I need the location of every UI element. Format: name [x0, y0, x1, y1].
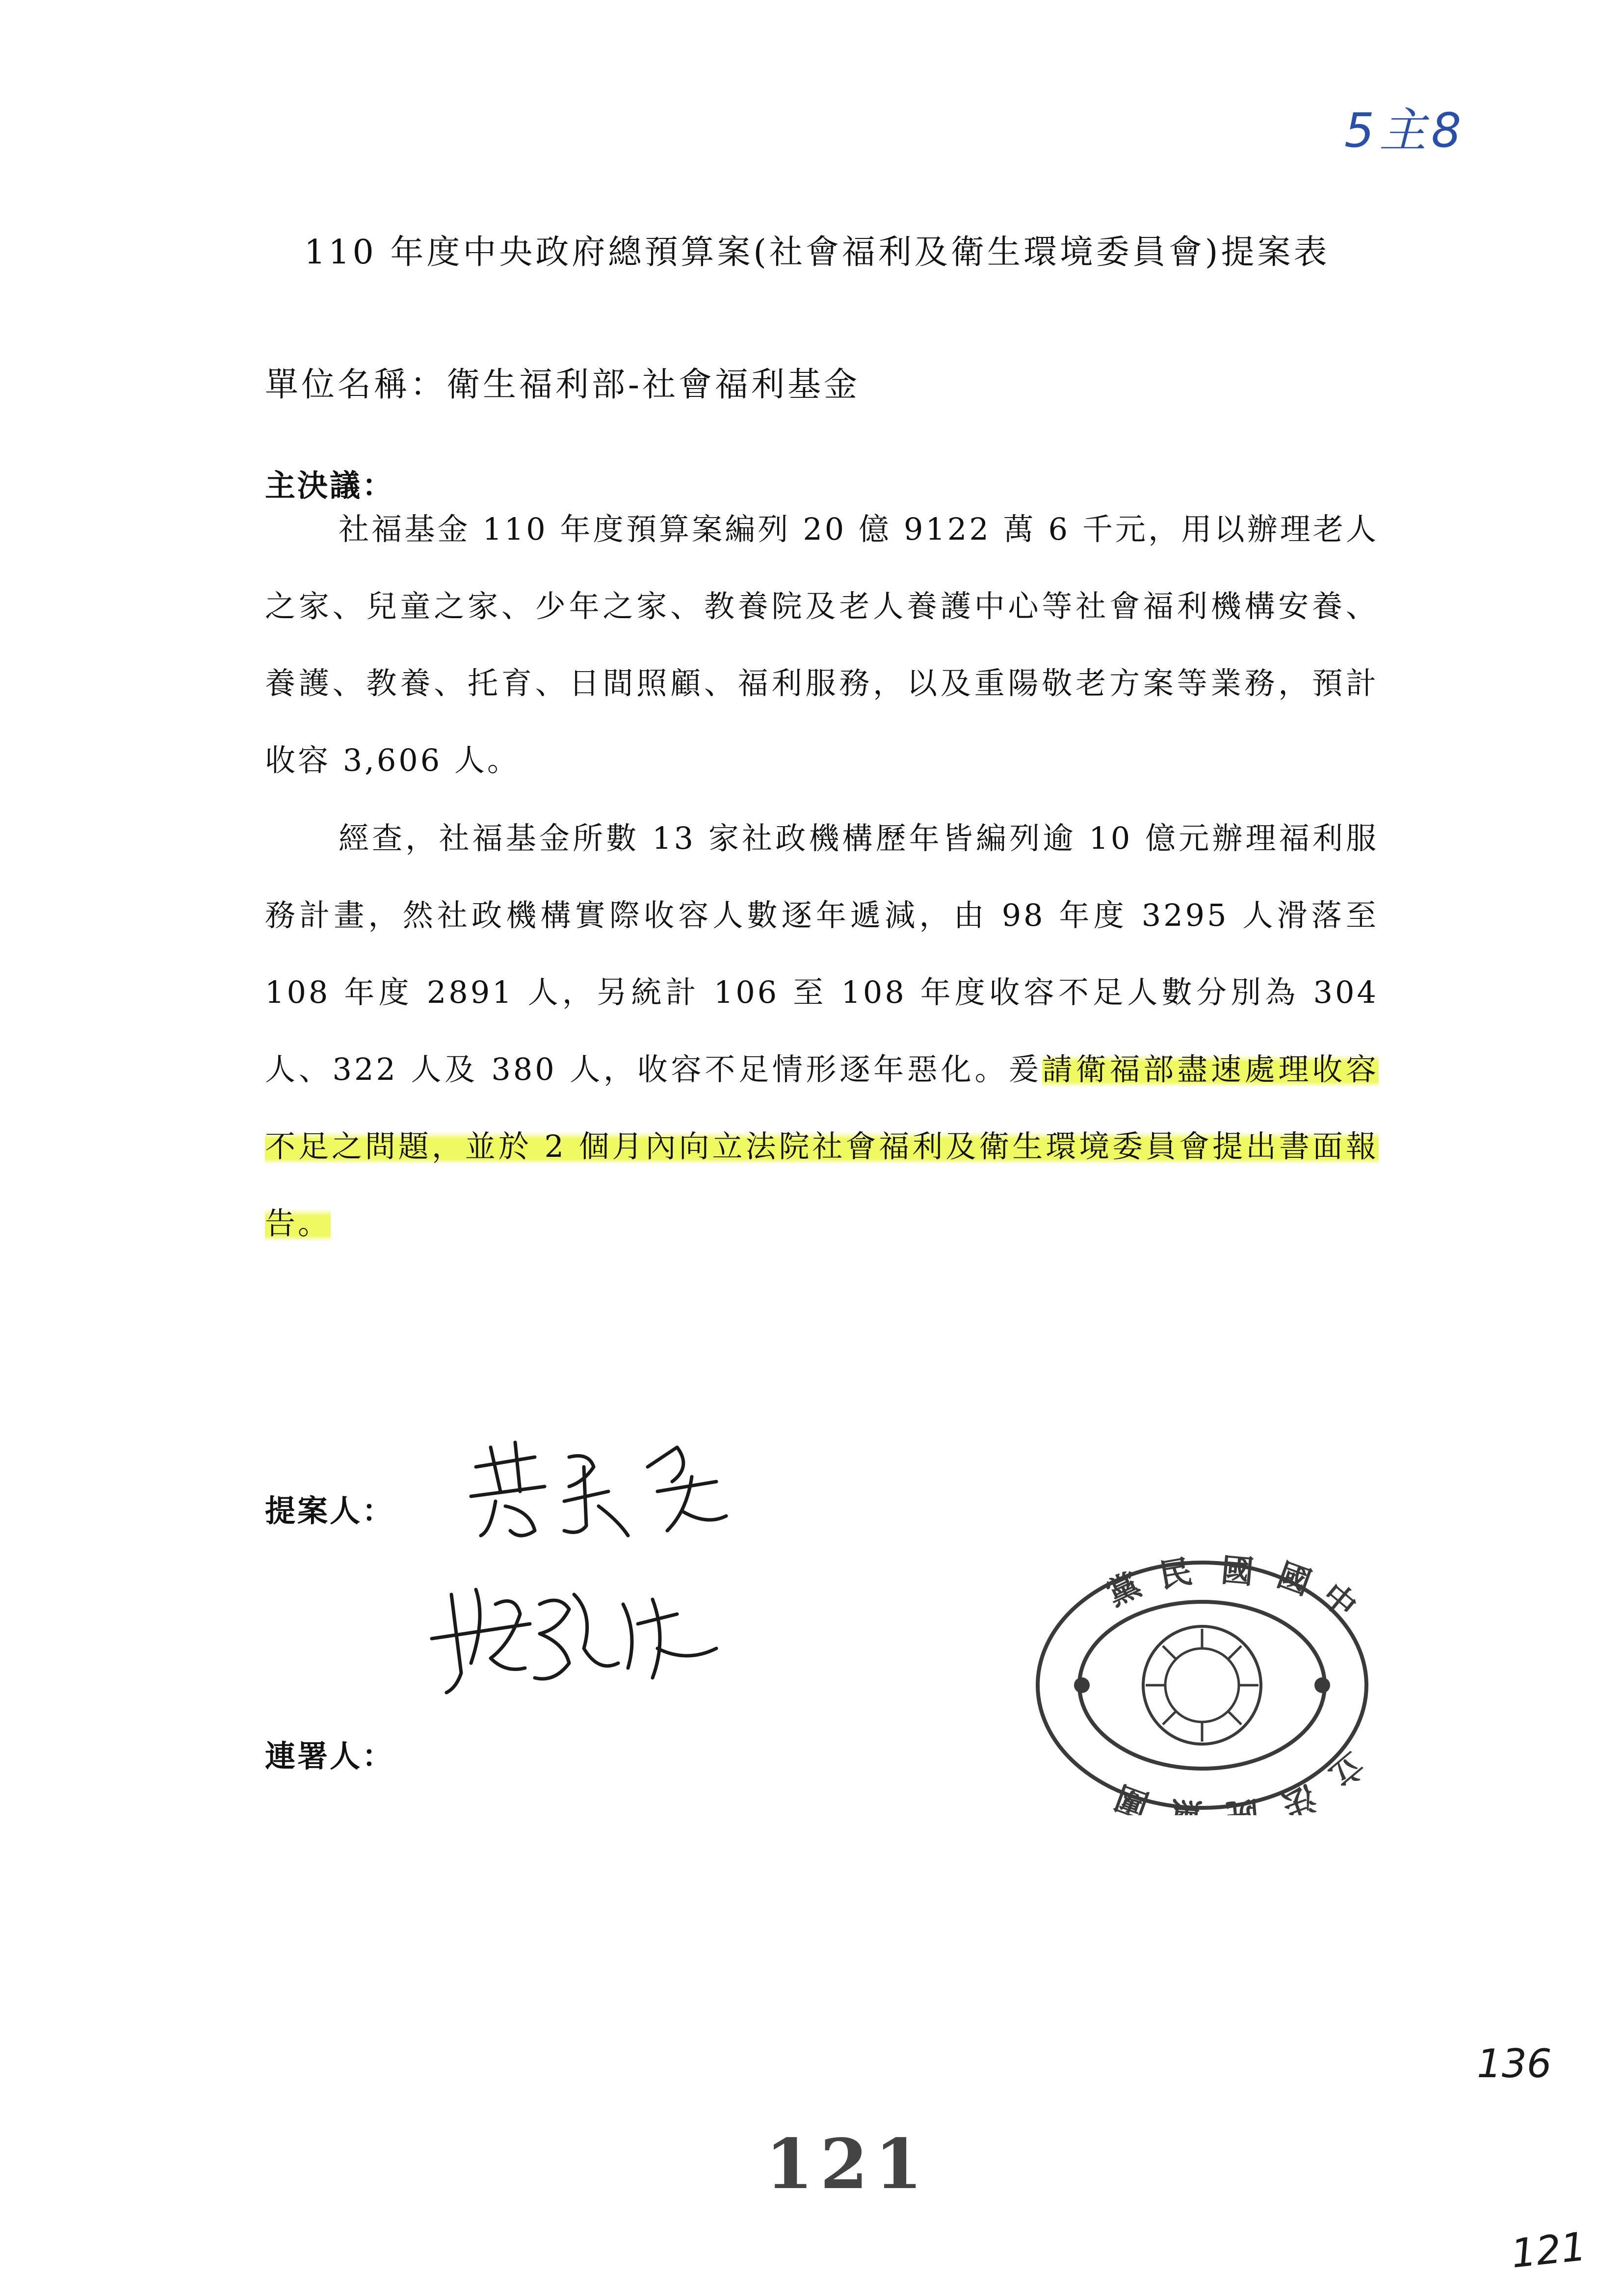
svg-text:院: 院: [1224, 1794, 1260, 1815]
unit-name: 單位名稱：衛生福利部-社會福利基金: [265, 365, 860, 404]
highlighted-request: 請衛福部盡速處理收容不足之問題，並於 2 個月內向立法院社會福利及衛生環境委員會提出書面報告。: [265, 1051, 1379, 1241]
paragraph-budget: 社福基金 110 年度預算案編列 20 億 9122 萬 6 千元，用以辦理老人之家、兒童之家、少年之家、教養院及老人養護中心等社會福利機構安養、養護、教養、托育、日間照顧、福利服務，以及重陽敬老方案等業務，預計收容 3,606 人。: [265, 511, 1379, 778]
svg-text:國: 國: [1219, 1555, 1256, 1592]
svg-text:立: 立: [1322, 1745, 1372, 1795]
svg-text:民: 民: [1156, 1555, 1195, 1595]
page-number: 121: [765, 2124, 930, 2205]
proposer-signature: [461, 1437, 736, 1545]
svg-text:黨: 黨: [1100, 1565, 1147, 1614]
cosigner-label: 連署人：: [265, 1738, 395, 1774]
svg-text:國: 國: [1272, 1555, 1316, 1603]
handwritten-page-136: 136: [1477, 2041, 1552, 2087]
handwritten-note: 5主8: [1344, 103, 1467, 158]
svg-text:中: 中: [1314, 1575, 1364, 1626]
paragraph-findings: [265, 800, 1379, 1262]
cosigner-signature: [422, 1575, 726, 1697]
handwritten-page-121: 121: [1509, 2223, 1589, 2277]
party-caucus-stamp: [1030, 1555, 1374, 1815]
svg-text:法: 法: [1277, 1777, 1321, 1815]
svg-text:黨: 黨: [1168, 1794, 1205, 1815]
findings-text: 經查，社福基金所數 13 家社政機構歷年皆編列逾 10 億元辦理福利服務計畫，然社政機構實際收容人數逐年遞減，由 98 年度 3295 人滑落至 108 年度 2891 人，另統計 106 至 108 年度收容不足人數分別為 304 人、322 人及 380 人，收容不足情形逐年惡化。爰: [265, 820, 1379, 1087]
main-resolution-label: 主決議：: [265, 468, 395, 503]
proposer-label: 提案人：: [265, 1493, 395, 1529]
svg-text:團: 團: [1110, 1777, 1154, 1815]
document-title: 110 年度中央政府總預算案(社會福利及衛生環境委員會)提案表: [304, 233, 1330, 272]
